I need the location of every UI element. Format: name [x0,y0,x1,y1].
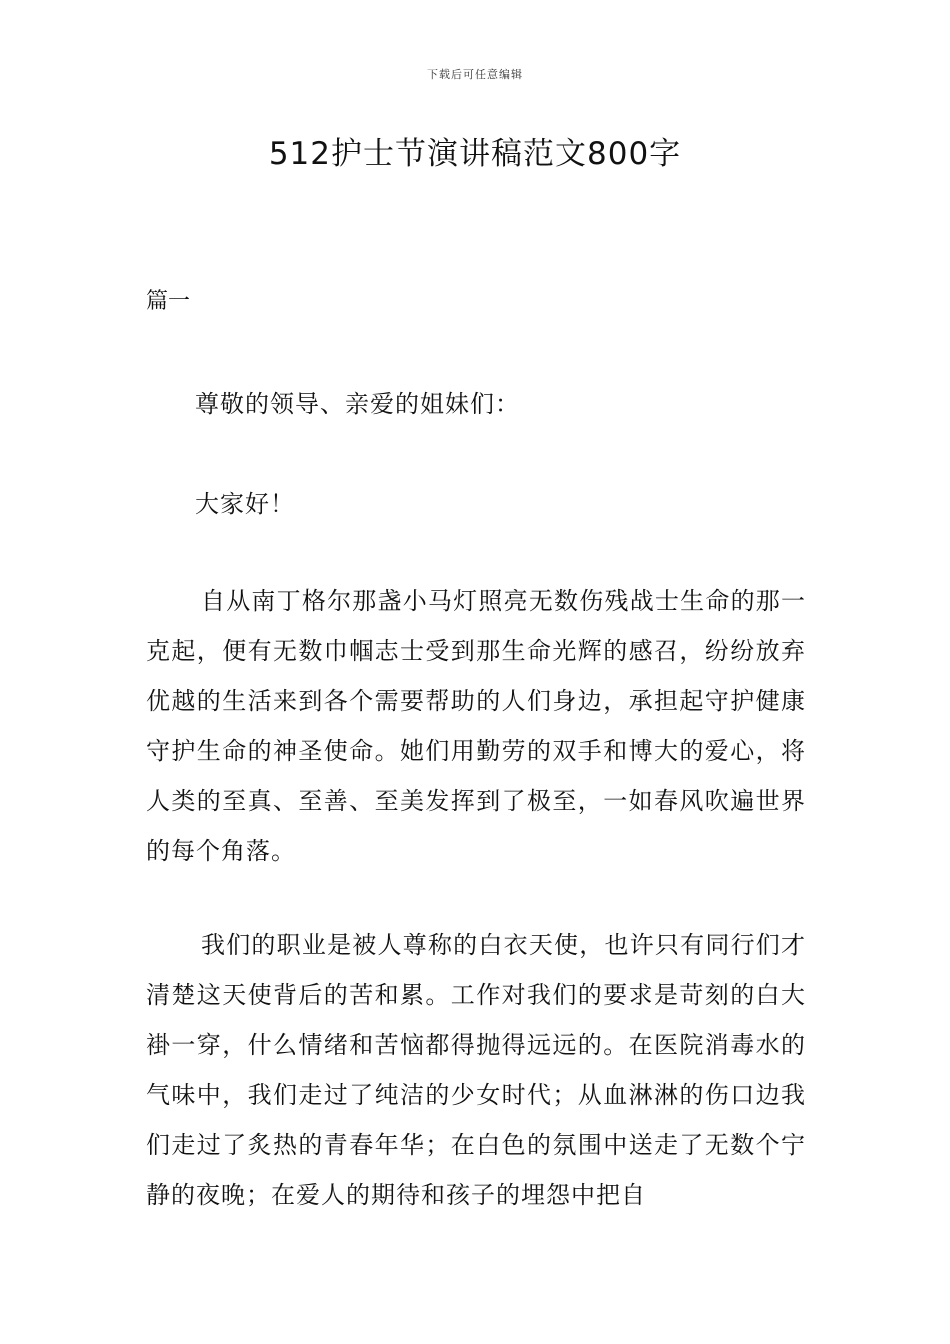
salutation: 尊敬的领导、亲爱的姐妹们： [195,390,520,418]
body-paragraph-2: 我们的职业是被人尊称的白衣天使，也许只有同行们才清楚这天使背后的苦和累。工作对我们的要求是苛刻的白大褂一穿，什么情绪和苦恼都得抛得远远的。在医院消毒水的气味中，我们走过了纯洁的少女时代；从血淋淋的伤口边我们走过了炙热的青春年华；在白色的氛围中送走了无数个宁静的夜晚；在爱人的期待和孩子的埋怨中把自 [146,931,806,1209]
body-paragraph-1: 自从南丁格尔那盏小马灯照亮无数伤残战士生命的那一克起，便有无数巾帼志士受到那生命光辉的感召，纷纷放弃优越的生活来到各个需要帮助的人们身边，承担起守护健康守护生命的神圣使命。她们用勤劳的双手和博大的爱心，将人类的至真、至善、至美发挥到了极至，一如春风吹遍世界的每个角落。 [146,587,806,865]
greeting: 大家好！ [195,490,295,518]
section-label: 篇一 [146,289,191,314]
document-title: 512护士节演讲稿范文800字 [268,136,682,172]
header-note: 下载后可任意编辑 [427,68,523,81]
